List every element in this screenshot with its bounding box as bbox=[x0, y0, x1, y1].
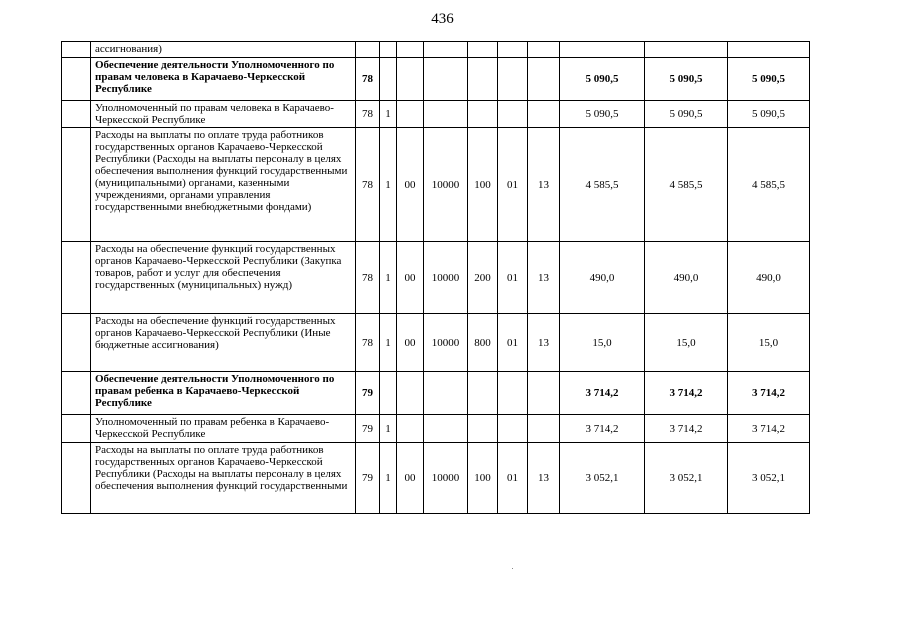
table-cell: 1 bbox=[380, 314, 397, 372]
table-body bbox=[62, 42, 810, 514]
table-cell bbox=[528, 415, 560, 443]
table-cell: 13 bbox=[528, 443, 560, 514]
table-cell bbox=[645, 42, 728, 58]
table-cell: 10000 bbox=[424, 314, 468, 372]
table-cell: 4 585,5 bbox=[560, 128, 645, 242]
table-cell: 00 bbox=[397, 314, 424, 372]
table-row bbox=[62, 128, 810, 242]
table-cell-name: Уполномоченный по правам ребенка в Карачаево-Черкесской Республике bbox=[91, 415, 356, 443]
table-cell: 78 bbox=[356, 101, 380, 128]
table-cell: 1 bbox=[380, 443, 397, 514]
table-row bbox=[62, 415, 810, 443]
table-cell: 78 bbox=[356, 128, 380, 242]
table-cell: 01 bbox=[498, 242, 528, 314]
table-cell: 13 bbox=[528, 242, 560, 314]
table-cell-blank bbox=[62, 314, 91, 372]
table-cell-name: Обеспечение деятельности Уполномоченного по правам человека в Карачаево-Черкесской Республике bbox=[91, 58, 356, 101]
page-number: 436 bbox=[431, 11, 454, 27]
table-cell: 01 bbox=[498, 314, 528, 372]
table-cell: 4 585,5 bbox=[728, 128, 810, 242]
table-cell: 1 bbox=[380, 101, 397, 128]
table-cell: 200 bbox=[468, 242, 498, 314]
table-cell-name: Уполномоченный по правам человека в Карачаево-Черкесской Республике bbox=[91, 101, 356, 128]
table-cell-blank bbox=[62, 42, 91, 58]
table-cell: 01 bbox=[498, 128, 528, 242]
table-cell bbox=[397, 372, 424, 415]
table-cell-blank bbox=[62, 242, 91, 314]
table-cell bbox=[380, 372, 397, 415]
table-cell: 100 bbox=[468, 128, 498, 242]
table-cell: 3 714,2 bbox=[645, 415, 728, 443]
table-cell bbox=[397, 42, 424, 58]
table-row bbox=[62, 443, 810, 514]
table-cell-blank bbox=[62, 372, 91, 415]
table-cell: 3 714,2 bbox=[560, 415, 645, 443]
table-cell bbox=[728, 42, 810, 58]
table-cell: 5 090,5 bbox=[728, 58, 810, 101]
table-cell bbox=[498, 58, 528, 101]
table-row bbox=[62, 101, 810, 128]
table-cell bbox=[560, 42, 645, 58]
table-cell: 78 bbox=[356, 58, 380, 101]
table-cell: 5 090,5 bbox=[560, 58, 645, 101]
table-cell bbox=[397, 58, 424, 101]
table-cell: 3 714,2 bbox=[645, 372, 728, 415]
table-cell: 15,0 bbox=[560, 314, 645, 372]
table-cell: 5 090,5 bbox=[645, 58, 728, 101]
budget-table bbox=[61, 41, 810, 514]
table-cell: 00 bbox=[397, 443, 424, 514]
table-cell: 79 bbox=[356, 415, 380, 443]
table-cell: 79 bbox=[356, 443, 380, 514]
table-cell bbox=[498, 415, 528, 443]
table-cell bbox=[424, 101, 468, 128]
table-cell: 100 bbox=[468, 443, 498, 514]
table-cell-blank bbox=[62, 58, 91, 101]
table-cell bbox=[356, 42, 380, 58]
table-cell: 10000 bbox=[424, 242, 468, 314]
table-cell-blank bbox=[62, 101, 91, 128]
table-cell: 13 bbox=[528, 314, 560, 372]
table-cell: 3 714,2 bbox=[728, 415, 810, 443]
table-cell bbox=[498, 42, 528, 58]
table-row bbox=[62, 372, 810, 415]
table-row bbox=[62, 242, 810, 314]
table-cell-name: ассигнования) bbox=[91, 42, 356, 58]
table-cell-name: Расходы на обеспечение функций государственных органов Карачаево-Черкесской Республики (Иные бюджетные ассигнования) bbox=[91, 314, 356, 372]
table-cell-name: Обеспечение деятельности Уполномоченного по правам ребенка в Карачаево-Черкесской Республике bbox=[91, 372, 356, 415]
table-cell: 5 090,5 bbox=[560, 101, 645, 128]
table-cell: 4 585,5 bbox=[645, 128, 728, 242]
table-cell: 78 bbox=[356, 314, 380, 372]
table-row bbox=[62, 58, 810, 101]
table-cell bbox=[424, 415, 468, 443]
table-cell bbox=[528, 372, 560, 415]
table-cell bbox=[424, 372, 468, 415]
table-cell: 5 090,5 bbox=[645, 101, 728, 128]
table-cell: 3 052,1 bbox=[728, 443, 810, 514]
table-cell-name: Расходы на выплаты по оплате труда работников государственных органов Карачаево-Черкесской Республики (Расходы на выплаты персоналу в целях обеспечения выполнения функций государственными bbox=[91, 443, 356, 514]
table-cell bbox=[397, 415, 424, 443]
table-cell bbox=[498, 372, 528, 415]
table-cell-blank bbox=[62, 128, 91, 242]
table-cell: 78 bbox=[356, 242, 380, 314]
table-cell-name: Расходы на обеспечение функций государственных органов Карачаево-Черкесской Республики (Закупка товаров, работ и услуг для обеспечения государственных (муниципальных) нужд) bbox=[91, 242, 356, 314]
table-cell: 490,0 bbox=[728, 242, 810, 314]
table-cell: 1 bbox=[380, 415, 397, 443]
table-cell: 01 bbox=[498, 443, 528, 514]
table-cell bbox=[468, 415, 498, 443]
table-cell: 00 bbox=[397, 242, 424, 314]
table-cell: 1 bbox=[380, 128, 397, 242]
table-cell: 800 bbox=[468, 314, 498, 372]
table-cell-blank bbox=[62, 415, 91, 443]
table-cell bbox=[528, 58, 560, 101]
table-cell: 00 bbox=[397, 128, 424, 242]
table-cell: 15,0 bbox=[645, 314, 728, 372]
table-cell: 1 bbox=[380, 242, 397, 314]
table-cell: 3 714,2 bbox=[728, 372, 810, 415]
table-cell-blank bbox=[62, 443, 91, 514]
table-cell: 13 bbox=[528, 128, 560, 242]
table-cell: 5 090,5 bbox=[728, 101, 810, 128]
table-cell bbox=[397, 101, 424, 128]
table-cell bbox=[468, 58, 498, 101]
table-row bbox=[62, 314, 810, 372]
table-cell bbox=[468, 101, 498, 128]
table-cell bbox=[498, 101, 528, 128]
table-cell: 490,0 bbox=[560, 242, 645, 314]
table-cell: 10000 bbox=[424, 443, 468, 514]
table-cell-name: Расходы на выплаты по оплате труда работников государственных органов Карачаево-Черкесской Республики (Расходы на выплаты персоналу в целях обеспечения выполнения функций государственными (муниципальными) органами, казенными учреждениями, органами управления государственными внебюджетными фондами) bbox=[91, 128, 356, 242]
table-cell: 3 052,1 bbox=[560, 443, 645, 514]
table-cell bbox=[424, 42, 468, 58]
table-cell: 3 052,1 bbox=[645, 443, 728, 514]
table-cell bbox=[528, 101, 560, 128]
table-cell bbox=[380, 42, 397, 58]
table-cell bbox=[380, 58, 397, 101]
table-cell: 3 714,2 bbox=[560, 372, 645, 415]
table-cell bbox=[424, 58, 468, 101]
table-cell bbox=[468, 42, 498, 58]
table-cell bbox=[468, 372, 498, 415]
table-cell: 15,0 bbox=[728, 314, 810, 372]
scan-speck bbox=[512, 568, 513, 569]
table-row bbox=[62, 42, 810, 58]
table-cell bbox=[528, 42, 560, 58]
table-cell: 490,0 bbox=[645, 242, 728, 314]
table-cell: 79 bbox=[356, 372, 380, 415]
table-cell: 10000 bbox=[424, 128, 468, 242]
